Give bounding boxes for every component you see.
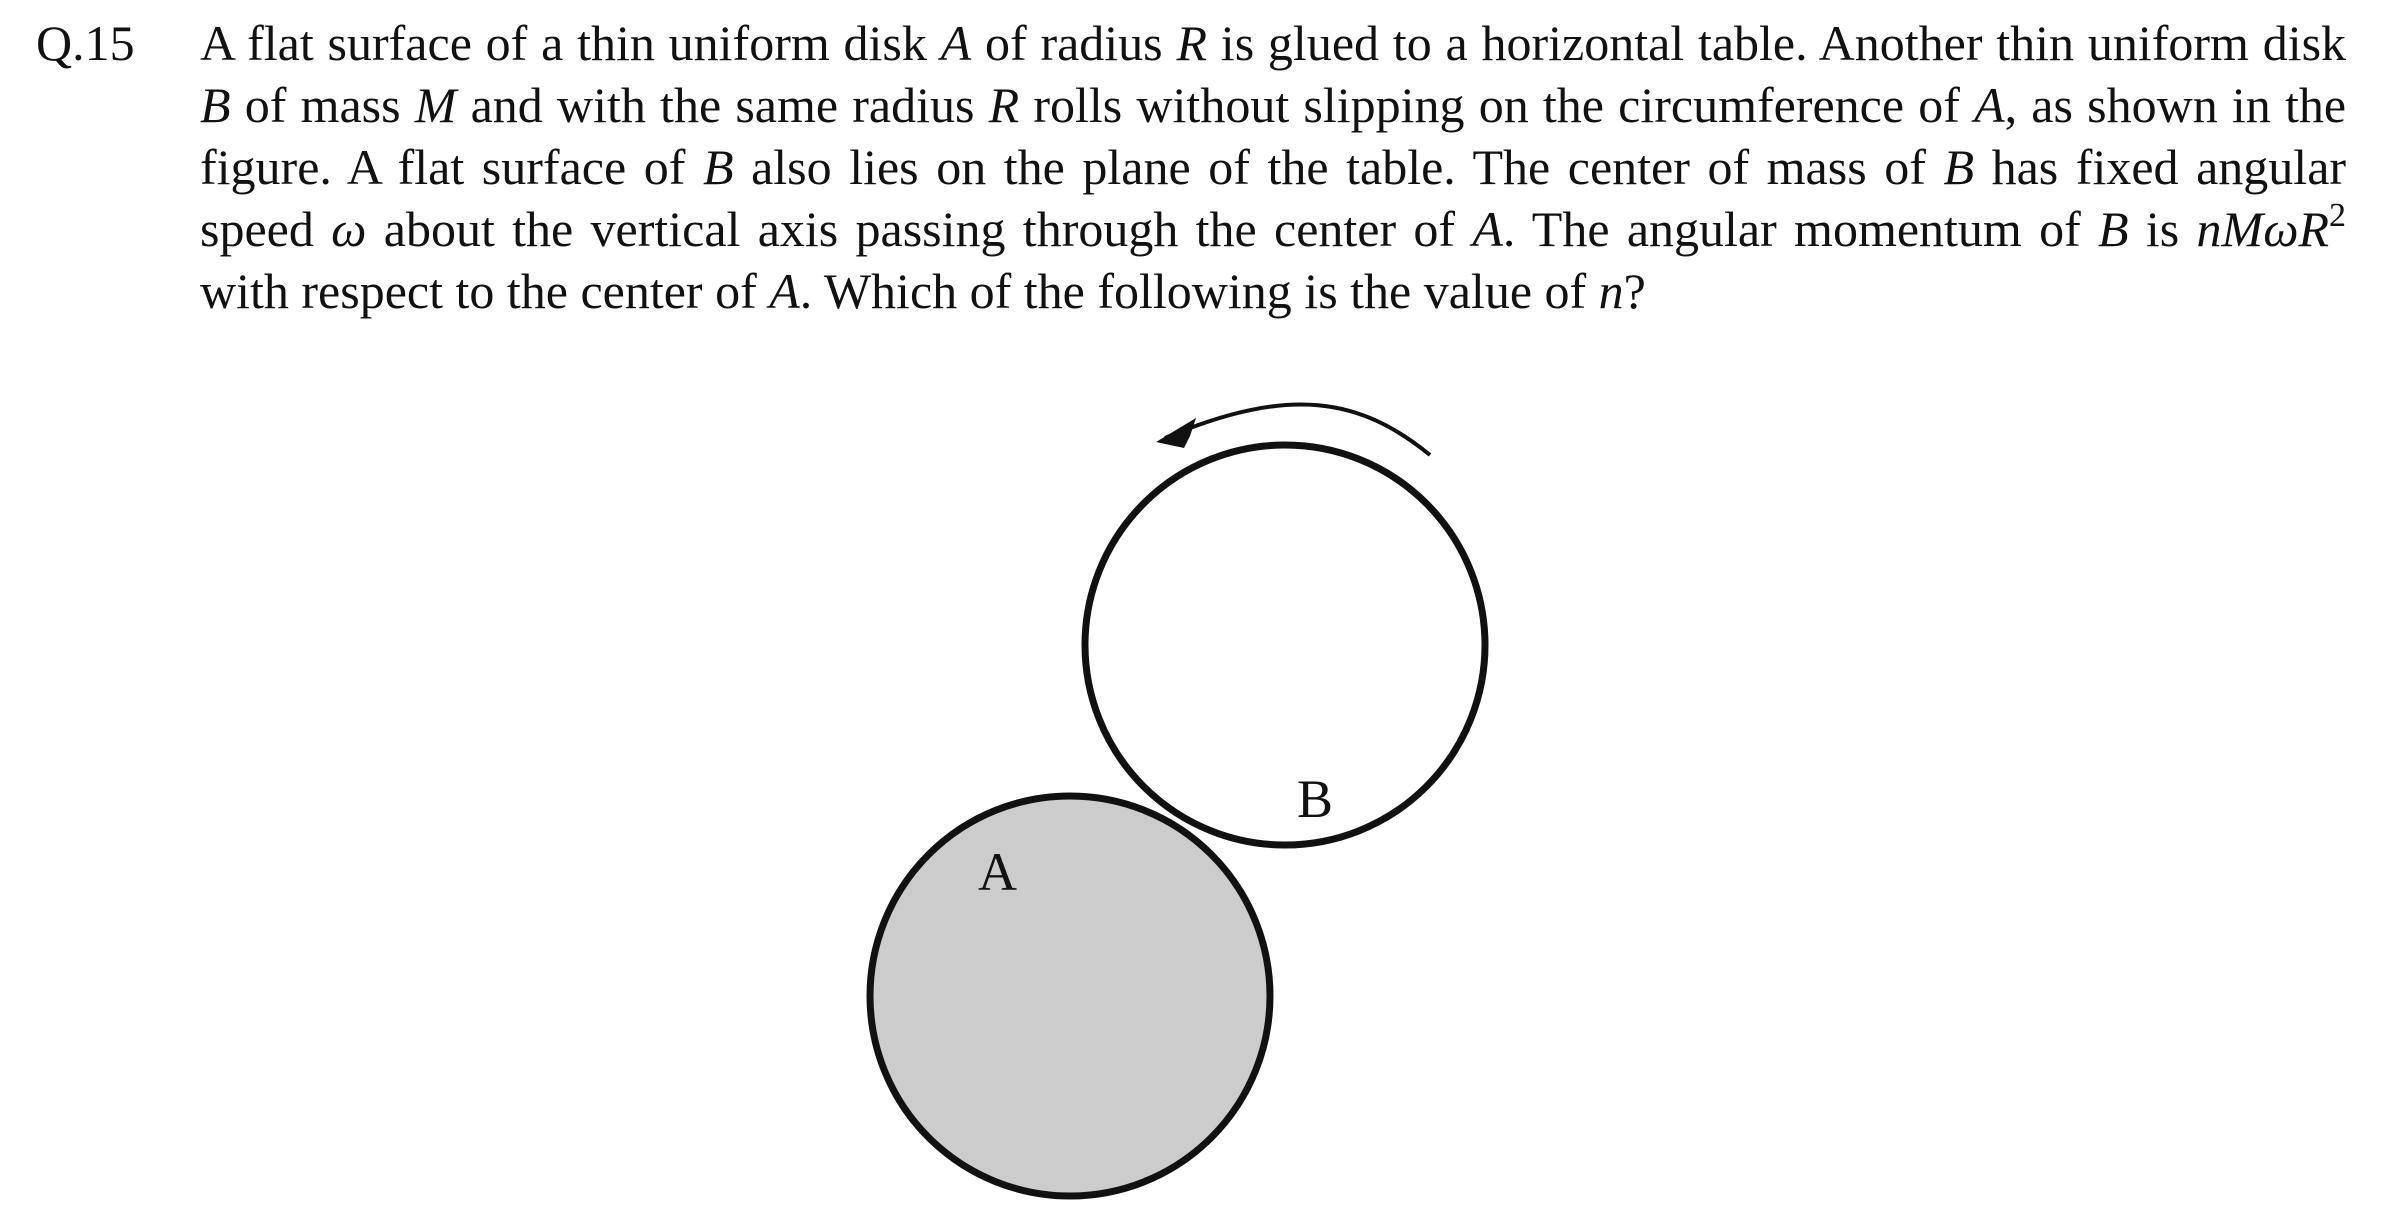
var-a: A — [769, 263, 800, 319]
text-segment: of mass — [244, 77, 401, 133]
var-b: B — [1943, 139, 1975, 195]
text-segment: A flat surface of a thin uniform disk — [200, 15, 927, 71]
text-segment: about the vertical axis passing through the center of — [383, 201, 1456, 257]
arrowhead-icon — [1156, 418, 1196, 448]
var-b: B — [2098, 201, 2129, 257]
text-segment: , as shown in the figure. A flat surface of — [200, 77, 2347, 195]
text-segment: and with the same radius — [470, 77, 975, 133]
question-number: Q.15 — [36, 15, 135, 71]
var-n: n — [1598, 263, 1624, 319]
var-r: R — [1176, 15, 1207, 71]
var-a: A — [1974, 77, 2005, 133]
var-omega: ω — [331, 201, 367, 257]
var-b: B — [200, 77, 231, 133]
text-segment: ? — [1623, 263, 1646, 319]
disk-a — [870, 796, 1270, 1196]
var-a: A — [940, 15, 972, 71]
label-a: A — [978, 842, 1017, 902]
text-segment: also lies on the plane of the table. The center of mass of — [751, 139, 1926, 195]
var-m: M — [414, 77, 457, 133]
var-a: A — [1472, 201, 1503, 257]
exponent: 2 — [2329, 197, 2347, 234]
angular-momentum-expression: nMωR — [2196, 201, 2330, 257]
text-segment: . The angular momentum of — [1502, 201, 2081, 257]
label-b: B — [1297, 769, 1334, 829]
text-segment: has fixed angular speed — [200, 139, 2347, 257]
text-segment: is — [2145, 201, 2180, 257]
text-segment: rolls without slipping on the circumference of — [1033, 77, 1960, 133]
text-segment: of radius — [985, 15, 1163, 71]
text-segment: . Which of the following is the value of — [799, 263, 1587, 319]
text-segment: is glued to a horizontal table. Another thin uniform disk — [1220, 15, 2347, 71]
disk-b — [1085, 445, 1485, 845]
var-b: B — [702, 139, 734, 195]
var-r: R — [988, 77, 1020, 133]
text-segment: with respect to the center of — [200, 263, 757, 319]
